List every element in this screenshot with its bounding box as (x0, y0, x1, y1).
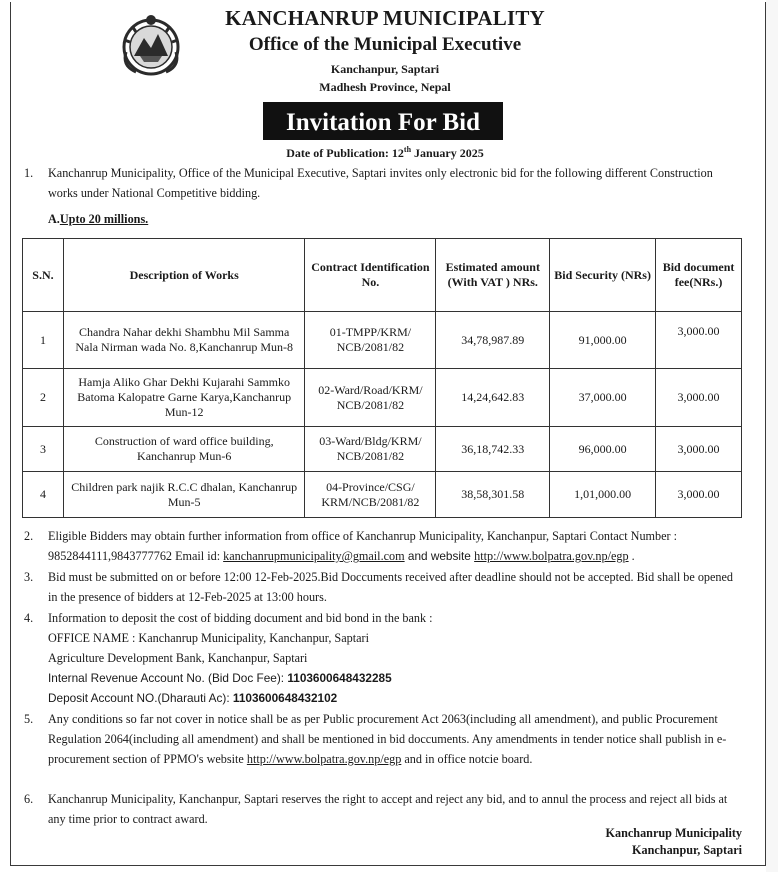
conditions-paragraph: Any conditions so far not cover in notice shall be as per Public procurement Act 2063(including all amendment), and public Procurement Regulation 2064(including all amendment) and shall be mentioned in bid doccuments. Any amendments in tender notice shall publish in e-procurement section of PPMO's website http://www.bolpatra.gov.np/egp and in office notcie board. (48, 712, 727, 766)
cell-description: Hamja Aliko Ghar Dekhi Kujarahi Sammko Batoma Kalopatre Garne Karya,Kanchanrup Mun-12 (63, 369, 305, 427)
office-province: Madhesh Province, Nepal (319, 80, 451, 94)
item-number: 4. (24, 611, 34, 625)
signature-location: Kanchanpur, Saptari (632, 843, 742, 857)
contact-paragraph: Eligible Bidders may obtain further information from office of Kanchanrup Municipality, Kanchanpur, Saptari Contact Number : 9852844111,9843777762 Email id: kanchanrupmunicipality@gmail.com and website http://www.bolpatra.gov.np/egp . (48, 529, 678, 563)
cell-contract-id: 03-Ward/Bldg/KRM/ NCB/2081/82 (305, 427, 436, 472)
website-link[interactable]: http://www.bolpatra.gov.np/egp (474, 549, 629, 563)
section-heading: A.Upto 20 millions. (48, 212, 149, 226)
website-link[interactable]: http://www.bolpatra.gov.np/egp (246, 752, 402, 766)
cell-security: 37,000.00 (550, 369, 656, 427)
table-row (23, 472, 742, 518)
item-number: 6. (24, 792, 34, 806)
header-contract-id: Contract Identification No. (305, 239, 436, 312)
cell-fee: 3,000.00 (656, 312, 742, 369)
header-estimated-amount: Estimated amount (With VAT ) NRs. (436, 239, 550, 312)
cell-amount: 34,78,987.89 (436, 312, 550, 369)
table-row (23, 312, 742, 369)
signature-org: Kanchanrup Municipality (605, 826, 742, 840)
header-description: Description of Works (63, 239, 305, 312)
bank-info-intro: Information to deposit the cost of bidding document and bid bond in the bank : (48, 611, 433, 625)
header-document-fee: Bid document fee(NRs.) (656, 239, 742, 312)
deposit-account-line: Deposit Account NO.(Dharauti Ac): 1103600648432102 (48, 691, 338, 705)
rights-paragraph: Kanchanrup Municipality, Kanchanpur, Saptari reserves the right to accept and reject any bid, and to annul the process and reject all bids at any time prior to contract award. (48, 792, 728, 826)
bid-table (22, 238, 742, 518)
email-link[interactable]: kanchanrupmunicipality@gmail.com (223, 549, 405, 563)
item-number: 1. (24, 166, 34, 180)
cell-sn: 1 (23, 312, 64, 369)
cell-security: 96,000.00 (550, 427, 656, 472)
cell-description: Chandra Nahar dekhi Shambhu Mil Samma Nala Nirman wada No. 8,Kanchanrup Mun-8 (63, 312, 305, 369)
cell-fee: 3,000.00 (656, 427, 742, 472)
org-name: KANCHANRUP MUNICIPALITY (225, 6, 545, 30)
table-header-row (23, 239, 742, 312)
cell-sn: 2 (23, 369, 64, 427)
bank-name-line: Agriculture Development Bank, Kanchanpur, Saptari (48, 651, 308, 665)
cell-sn: 3 (23, 427, 64, 472)
submission-paragraph: Bid must be submitted on or before 12:00 12-Feb-2025.Bid Doccuments received after deadline should not be accepted. Bid shall be opened in the presence of bidders at 12-Feb-2025 at 13:00 hours. (48, 570, 734, 604)
header-bid-security: Bid Security (NRs) (550, 239, 656, 312)
cell-amount: 38,58,301.58 (436, 472, 550, 518)
revenue-account-line: Internal Revenue Account No. (Bid Doc Fee): 1103600648432285 (48, 671, 392, 685)
publication-date: Date of Publication: 12th January 2025 (286, 145, 484, 160)
cell-fee: 3,000.00 (656, 472, 742, 518)
cell-contract-id: 01-TMPP/KRM/ NCB/2081/82 (305, 312, 436, 369)
bank-info-block (48, 608, 738, 708)
cell-description: Construction of ward office building, Kanchanrup Mun-6 (63, 427, 305, 472)
cell-sn: 4 (23, 472, 64, 518)
cell-amount: 36,18,742.33 (436, 427, 550, 472)
office-name: Office of the Municipal Executive (248, 34, 522, 55)
cell-description: Children park najik R.C.C dhalan, Kanchanrup Mun-5 (63, 472, 305, 518)
invitation-banner: Invitation For Bid (263, 102, 503, 140)
page-edge (766, 0, 778, 872)
cell-amount: 14,24,642.83 (436, 369, 550, 427)
header-sn: S.N. (23, 239, 64, 312)
office-location: Kanchanpur, Saptari (330, 62, 440, 76)
intro-paragraph: Kanchanrup Municipality, Office of the Municipal Executive, Saptari invites only electronic bid for the following different Construction works under National Competitive bidding. (48, 166, 713, 200)
office-name-line: OFFICE NAME : Kanchanrup Municipality, Kanchanpur, Saptari (48, 631, 369, 645)
nepal-government-emblem-icon (118, 12, 184, 78)
table-row (23, 427, 742, 472)
cell-fee: 3,000.00 (656, 369, 742, 427)
cell-security: 91,000.00 (550, 312, 656, 369)
item-number: 3. (24, 570, 34, 584)
cell-security: 1,01,000.00 (550, 472, 656, 518)
table-row (23, 369, 742, 427)
cell-contract-id: 04-Province/CSG/ KRM/NCB/2081/82 (305, 472, 436, 518)
item-number: 5. (24, 712, 34, 726)
item-number: 2. (24, 529, 34, 543)
cell-contract-id: 02-Ward/Road/KRM/ NCB/2081/82 (305, 369, 436, 427)
